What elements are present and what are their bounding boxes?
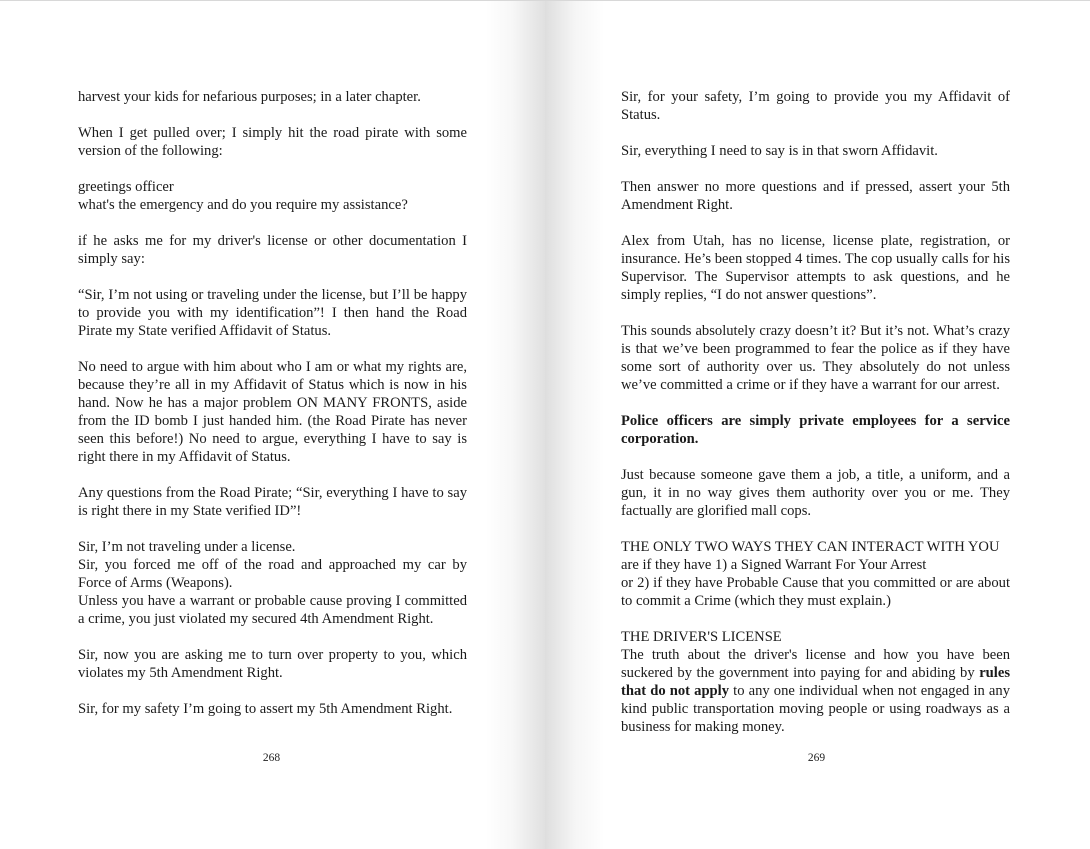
paragraph: [78, 178, 467, 214]
paragraph: Then answer no more questions and if pressed, assert your 5th Amendment Right.: [621, 179, 1010, 213]
text-line: THE ONLY TWO WAYS THEY CAN INTERACT WITH YOU: [621, 539, 1000, 555]
bold-text-run: rules that do not apply: [621, 665, 1010, 699]
left-page: [0, 1, 545, 849]
text-line: greetings officer: [78, 179, 174, 195]
text-run: The truth about the driver's license and how you have been suckered by the government into paying for and abiding by: [621, 647, 1010, 681]
text-line: Unless you have a warrant or probable cause proving I committed a crime, you just violated my secured 4th Amendment Right.: [78, 593, 467, 627]
paragraph: Just because someone gave them a job, a title, a uniform, and a gun, it in no way gives them authority over you or me. They factually are glorified mall cops.: [621, 467, 1010, 519]
paragraph: [621, 628, 1010, 736]
paragraph: Sir, for your safety, I’m going to provide you my Affidavit of Status.: [621, 89, 1010, 123]
paragraph: When I get pulled over; I simply hit the road pirate with some version of the following:: [78, 125, 467, 159]
text-line: are if they have 1) a Signed Warrant For Your Arrest: [621, 557, 927, 573]
paragraph: No need to argue with him about who I am or what my rights are, because they’re all in my Affidavit of Status which is now in his hand. Now he has a major problem ON MANY FRONTS, aside from the ID bomb I just handed him. (the Road Pirate has never seen this before!) No need to argue, everything I have to say is right there in my Affidavit of Status.: [78, 359, 467, 465]
paragraph: Sir, everything I need to say is in that sworn Affidavit.: [621, 143, 938, 159]
paragraph: [78, 538, 467, 628]
page-number: 268: [262, 752, 281, 764]
text-line: or 2) if they have Probable Cause that you committed or are about to commit a Crime (which they must explain.): [621, 575, 1010, 609]
paragraph: Sir, now you are asking me to turn over property to you, which violates my 5th Amendment Right.: [78, 647, 467, 681]
paragraph: if he asks me for my driver's license or other documentation I simply say:: [78, 233, 467, 267]
paragraph: Sir, for my safety I’m going to assert my 5th Amendment Right.: [78, 701, 453, 717]
paragraph: harvest your kids for nefarious purposes; in a later chapter.: [78, 89, 421, 105]
paragraph: Alex from Utah, has no license, license plate, registration, or insurance. He’s been stopped 4 times. The cop usually calls for his Supervisor. The Supervisor attempts to ask questions, and he simply replies, “I do not answer questions”.: [621, 233, 1010, 303]
paragraph: Any questions from the Road Pirate; “Sir, everything I have to say is right there in my State verified ID”!: [78, 485, 467, 519]
right-page: [545, 1, 1090, 849]
right-page-text: [621, 88, 1010, 736]
paragraph: [621, 538, 1010, 610]
page-number: 269: [807, 752, 826, 764]
text-run: to any one individual when not engaged in any kind public transportation moving people or using roadways as a business for making money.: [621, 683, 1010, 735]
text-line: what's the emergency and do you require my assistance?: [78, 197, 408, 213]
section-heading: THE DRIVER'S LICENSE: [621, 629, 782, 645]
text-line: Sir, I’m not traveling under a license.: [78, 539, 296, 555]
paragraph: This sounds absolutely crazy doesn’t it? But it’s not. What’s crazy is that we’ve been programmed to fear the police as if they have some sort of authority over us. They absolutely do not unless we’ve committed a crime or if they have a warrant for our arrest.: [621, 323, 1010, 393]
bold-paragraph: Police officers are simply private employees for a service corporation.: [621, 413, 1010, 447]
left-page-text: [78, 88, 467, 718]
text-line: Sir, you forced me off of the road and approached my car by Force of Arms (Weapons).: [78, 557, 467, 591]
paragraph: “Sir, I’m not using or traveling under the license, but I’ll be happy to provide you with my identification”! I then hand the Road Pirate my State verified Affidavit of Status.: [78, 287, 467, 339]
